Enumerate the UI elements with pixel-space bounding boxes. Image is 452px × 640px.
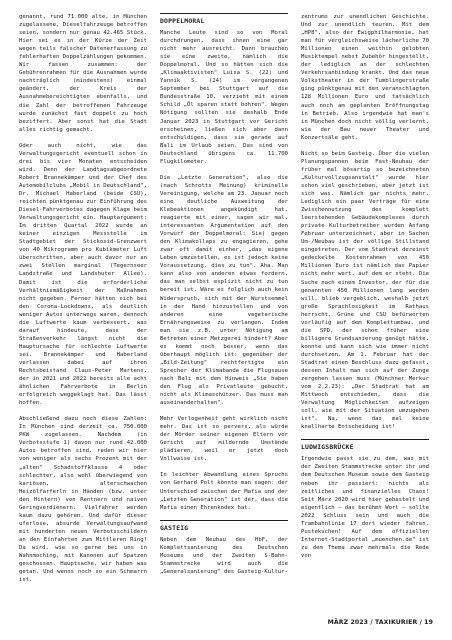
text-column-1 xyxy=(19,13,147,592)
text-column-2 xyxy=(160,13,288,584)
section-rule xyxy=(301,439,429,440)
paragraph: Nicht so beim Gasteig. Über die vielen Planungspannen beim Fast-Neubau der früher mal bösartig so bezeichneten „Kulturvollzugsanstalt" wurde hier schon viel geschrieben, aber jetzt ist sich was. Nämlich gar nichts mehr. Lediglich ein paar Verträge für eine Zwischennutzung des komplett leerstehenden Gebäudekomplexes durch private Kulturbetreiber wurden Anfang Februar unterzeichnet, aber in Sachen Um-/Neubau ist der völlige Stillstand eingetreten. Der vom Stadtrat dereinst gedeckelte Kostenrahmen von 450 Millionen Euro ist nämlich das Papier nicht mehr wert, auf dem er steht. Die Suche nach einem Investor, der für die genannten 450 Millionen lang werden will, blieb vergeblich, weshalb jetzt große Sprachlosigkeit im Rathaus herrscht. Grüne und CSU befürworten vorläufig auf dem Komplettumbau, und die SPD, der schon früher eine billigere Grundsanierung genügt hätte, konnte und kann sich wie immer nicht durchsetzen. Am 1. Februar hat der Stadtrat einen Beschluss dazu gefasst, dessen Inhalt man sich auf der Zunge zergehen lassen muss (Münchner Merkur vom 2.2.23): „Der Stadtrat hat am Mittwoch entschieden, dass die Verwaltung Möglichkeiten aufzeigen soll, wie mit der Situation umzugehen ist". Na, wenn das mal keine knallharte Entscheidung ist! xyxy=(301,150,429,431)
page-footer: MÄRZ 2023 / TAXIKURIER / 19 xyxy=(327,619,433,626)
paragraph: Neben dem Neubau des HbF, der Komplettsanierung des Deutschen Museums und der Zweiten S-Bahn-Stammstrecke wird auch die „Generalsanierung" des Gasteig-Kultur- xyxy=(160,536,288,575)
section-heading-ludwigsbruecke: LUDWIGSBRÜCKE xyxy=(301,443,354,452)
section-rule xyxy=(160,520,288,521)
section-heading-doppelmoral: DOPPELMORAL xyxy=(160,17,205,25)
paragraph: Die „Letzte Generation", also die (nach Schrotts Meinung) kriminelle Vereinigung, welche am 23. Januar noch eine deutliche Ausweitung der Klebeaktionen angekündigt hat, reagierte mit einer, sagen wir mal, interessanten Argumentation auf den Vorwurf der Doppelmoral: Sie) gegen den Klimakollaps zu engagieren, gehe zwar oft damit einher, „das eigene Leben umzustellen, es ist jedoch keine Voraussetzung, dies zu tun". Aha. Man kann also von anderen etwas fordern, das man selbst explizit nicht zu tun bereit ist. Wäre es folglich auch kein Widerspruch, sich mit der Wurstsemmel in der Hand hinzustellen und von anderen eine vegetarische Ernährungsweise zu verlangen. Indem man sie z.B. unter Nötigung am Betreten einer Metzgerei hindert? Aber es kommt noch besser, wenn das überhaupt möglich ist: gegenüber der „Bild-Zeitung" rechtfertigte ein Sprecher der Klimabande die Flugsause nach Bali mit dem Hinweis „Sie haben den Flug als Privatleute gebucht, nicht als Klimaschützer. Das muss man auseinanderhalten". xyxy=(160,174,288,407)
paragraph: zentrums zur unendlichen Geschichte. Und zur unendlich teuren. Mit dem „HP8", also der Ewigphilharmonie, hat man für vergleichsweise lächerliche 70 Millionen einen weithin gelobten Musiktempel nebst Zubehör hingestellt, der lediglich an der schlechten Verkehrsanbindung krankt. Und das neue Volkstheater in der Tumblingerstraße ging pünktgenau mit den veranschlagten 128 Millionen Euro und tatsächlich auch noch am geplanten Eröffnungstag in Betrieb. Also irgendwie hat man's in München doch nicht völlig verlernt, wie der Bau neuer Theater und Konzertsäle geht. xyxy=(301,14,429,141)
paragraph: Manche Leute sind so von Moral durchdrungen, dass ihnen eine gar nicht mehr ausreicht. Dann brauchen sie eine zweite, nämlich die Doppelmoral. Und so hätten sich die „Klimaaktivisten" Luisa S. (22) und Yannik S. (24) im vergangenen September bei Stuttgart auf die Bundesstraße 10, verzieht mit einem Schild „Öl sparen statt bohren". Wegen Nötigung sollten sie deshalb Ende Januar 2023 in Stuttgart vor Gericht erscheinen, ließen sich aber dann entschuldigen, dass sie gerade auf Bali im Urlaub seien. Das sind von Deutschland übrigens ca. 11.700 Flugkilometer. xyxy=(160,30,288,165)
paragraph: Irgendwie passt sie zu dem, was mit der Zweiten Stammstrecke unter ihr und dem Deutschen Museum sowie dem Gasteig neben ihr passiert: nichts als zeitliches und finanzielles Chaos! Seit März 2020 wird hier gebastelt und eigentlich – das berühmt Wort – sollte 2022 Schluss sein und auch die Trambahnlinie 17 dort wieder fahren. Pustekuchen! Auf dem offiziellen Internet-Stadtportal „muenchen.de" ist zu dem Thema zwar mehrmals die Rede von xyxy=(301,456,429,559)
paragraph: In leichter Abwandlung eines Spruchs von Gerhard Polt könnte man sagen: der Unterschied zwischen der Mafia und der „Letzten Generation" ist der, dass die Mafia einen Ehrenkodex hat. xyxy=(160,472,288,511)
paragraph: Mehr Verlogenheit geht wirklich nicht mehr. Das ist so pervers, als würde der Mörder seiner eigenen Eltern vor Gericht auf mildernde Umstände plädieren, weil er jetzt doch Vollwaise ist. xyxy=(160,416,288,463)
section-heading-gasteig: GASTEIG xyxy=(160,523,189,532)
section-rule xyxy=(160,13,288,14)
paragraph: Oder auch nicht, wie das Verwaltungsgericht eventuell schon in drei bis vier Monaten entscheiden wird. Denn der Landtagsabgeordnete Robert Brannekämper und der Chef des Automobilclubs „Mobil in Deutschland", Dr. Michael Haberland (beide CSU), reichten pünktgenau zur Einführung des Diesel-Fahrverbotes dagegen Klage beim Verwaltungsgericht ein. Hauptargument: Im dritten Quartal 2022 wurde an keiner einzigen Messstelle im Stadtgebiet der Stickoxid-Grenzwert von 40 Mikrogramm pro Kubikmeter Luft überschritten, aber auch davor nur an zwei Stellen marginal (Tegernseer Landstraße und Landshuter Allee). Damit ist die erforderliche Verhältnismäßigkeit der Maßnahmen nicht gegeben. Ferner hätten sich bei den Corona-Lockdowns, als deutlich weniger Autos unterwegs waren, dennoch die Luftwerte kaum verbessert, was darauf hindeute, dass der Straßenverkehr längst nicht die Hauptursache für schlechte Luftwerte sei. Brannekämper und Haberland verlassen dabei auf ihren Rechtsbeistand Claus-Peter Martens, der in 2021 und 2022 bereits alle acht ähnlichen Fahrverbote in Berlin erfolgreich weggeklagt hat. Das lässt hoffen. xyxy=(19,142,147,407)
text-column-3 xyxy=(301,13,429,568)
paragraph: Abschließend dazu noch diese Zahlen: In München sind derzeit ca. 750.000 PKW zugelassen. Nachdem (in Verbotsstufe 1) davon nur rund 42.000 Autos betroffen sind, reden wir hier von weniger als sechs Prozent mit der „alten" Schadstoffklasse 4 oder schlechter, also wohl überwiegend von kariösen, alterschwachen Heizölfarferln in Händen (bzw. unter den Hintern) von Rentnern und naiven Geringverdienern. Vielfahrer werden kaum dazu gehören. Und dafür dieser uferlose, absurde Verwaltungsaufwand mit hunderten neuen Verbotsschildern an den Einfahrten zum Mittleren Ring! Da wird, wie so gerne bei uns in Wahnmoching, mit Kanonen auf Spatzen geschossen. Hauptsache, wir haben was getan. Und wenns noch so ein Schmarrn ist. xyxy=(19,416,147,584)
paragraph: genannt, rund 71.000 alte, in München zugelassene, Dieselfahrzeuge betroffen seien, sondern nur genau 42.465 Stück. Hier sei es in der Kürze der Zeit wegen teils falscher Datenerfassung zu fehlerhaften Doppelzählungen gekommen. Wir fassen zusammen: der Gebührenrahmen für die Ausnahmen wurde nachträglich (mindestens) einmal geändert, der Kreis der Ausnahmebereichtigten ebenfalls, und die Zahl der betroffenen Fahrzeuge wurde zunächst fast doppelt zu hoch beziffert. Aber sonst hat die Stadt alles richtig gemacht. xyxy=(19,14,147,133)
